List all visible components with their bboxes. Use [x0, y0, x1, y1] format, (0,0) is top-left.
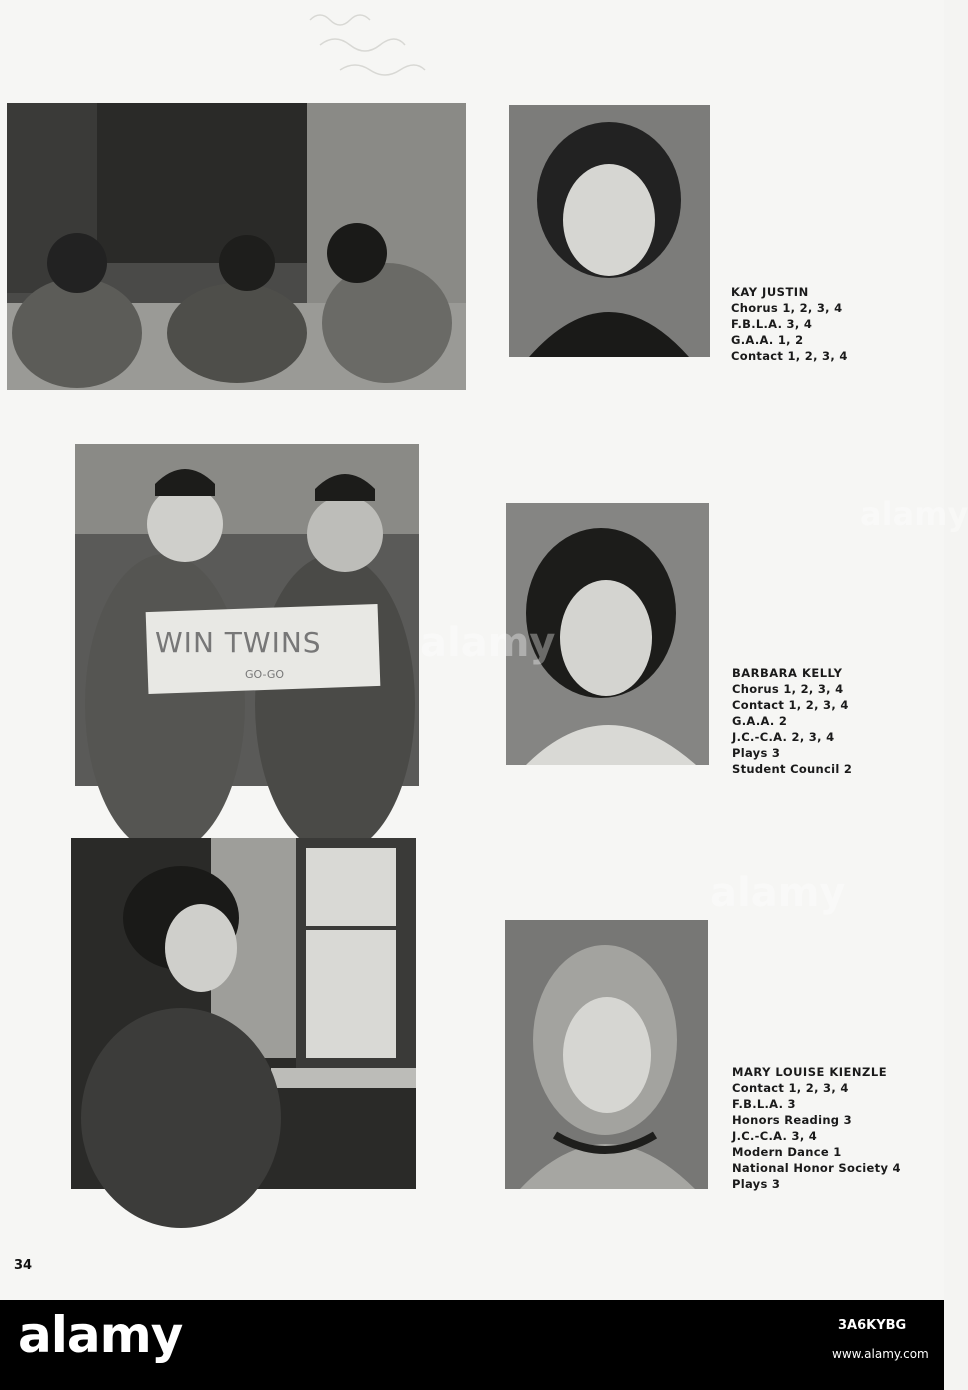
activity: Contact 1, 2, 3, 4 [732, 1081, 849, 1095]
candid-photo-win-twins-sign [75, 444, 419, 786]
activity: J.C.-C.A. 2, 3, 4 [732, 730, 835, 744]
caption-mary-louise-kienzle [732, 1064, 901, 1192]
student-name: MARY LOUISE KIENZLE [732, 1065, 888, 1079]
sign-subtext: GO-GO [245, 668, 285, 681]
page-number: 34 [14, 1258, 33, 1273]
student-name: KAY JUSTIN [731, 285, 809, 299]
activity: F.B.L.A. 3, 4 [731, 317, 813, 331]
alamy-logo: alamy [18, 1306, 183, 1364]
activity: Student Council 2 [732, 762, 853, 776]
portrait-kay-justin [509, 105, 710, 357]
watermark: alamy [420, 620, 556, 666]
candid-photo-three-girls [7, 103, 466, 390]
sign-text: WIN TWINS [155, 626, 322, 659]
activity: Plays 3 [732, 1177, 781, 1191]
caption-kay-justin [731, 284, 848, 364]
image-id: 3A6KYBG [838, 1318, 907, 1333]
activity: Contact 1, 2, 3, 4 [732, 698, 849, 712]
activity: J.C.-C.A. 3, 4 [732, 1129, 818, 1143]
watermark: alamy [860, 495, 968, 533]
activity: Chorus 1, 2, 3, 4 [731, 301, 843, 315]
site-url-link[interactable]: www.alamy.com [832, 1347, 929, 1361]
activity: Plays 3 [732, 746, 781, 760]
watermark: alamy [710, 870, 846, 916]
activity: Chorus 1, 2, 3, 4 [732, 682, 844, 696]
candid-photo-girl-at-window [71, 838, 416, 1189]
activity: G.A.A. 1, 2 [731, 333, 804, 347]
caption-barbara-kelly [732, 665, 852, 777]
activity: Honors Reading 3 [732, 1113, 852, 1127]
activity: F.B.L.A. 3 [732, 1097, 796, 1111]
handwriting-scribble [300, 0, 460, 90]
portrait-mary-louise-kienzle [505, 920, 708, 1189]
activity: G.A.A. 2 [732, 714, 788, 728]
activity: Modern Dance 1 [732, 1145, 842, 1159]
activity: Contact 1, 2, 3, 4 [731, 349, 848, 363]
activity: National Honor Society 4 [732, 1161, 901, 1175]
student-name: BARBARA KELLY [732, 666, 843, 680]
